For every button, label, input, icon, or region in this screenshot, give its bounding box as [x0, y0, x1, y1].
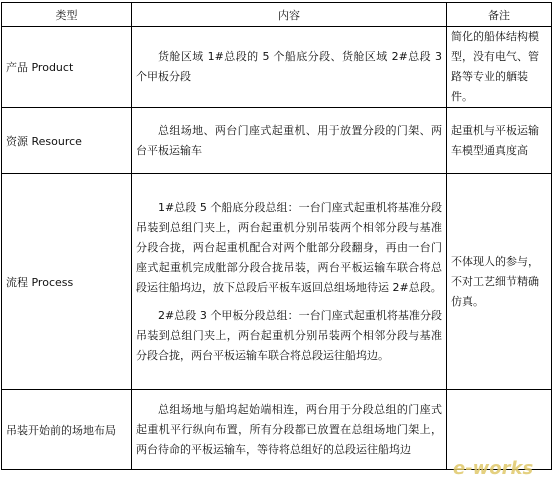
header-row	[2, 3, 552, 27]
row-type: 资源 Resource	[2, 108, 132, 174]
e-works-watermark-logo	[449, 454, 547, 480]
row-content	[132, 27, 447, 108]
table-row-process	[2, 174, 552, 390]
row-note: 不体现人的参与，不对工艺细节精确仿真。	[447, 174, 552, 390]
table-row-product	[2, 27, 552, 108]
row-content	[132, 174, 447, 390]
row-note: 简化的船体结构模型，没有电气、管路等专业的舾装件。	[447, 27, 552, 108]
header-type: 类型	[2, 3, 132, 27]
row-content	[132, 108, 447, 174]
watermark-text: e-works	[453, 458, 534, 479]
header-note: 备注	[447, 3, 552, 27]
table-row-resource	[2, 108, 552, 174]
content-paragraph: 1#总段 5 个船底分段总组：一台门座式起重机将基准分段吊装到总组门夹上，两台起重机分别吊装两个相邻分段与基准分段合拢，两台起重机配合对两个舭部分段翻身，再由一台门座式起重机完成舭部分段合拢吊装，两台平板运输车联合将总段运往船坞边，放下总段后平板车返回总组场地待运 2#总段。	[136, 200, 442, 294]
content-paragraph: 总组场地、两台门座式起重机、用于放置分段的门架、两台平板运输车	[136, 123, 442, 157]
row-type: 流程 Process	[2, 174, 132, 390]
row-type: 吊装开始前的场地布局	[2, 390, 132, 470]
content-paragraph: 货舱区域 1#总段的 5 个船底分段、货舱区域 2#总段 3 个甲板分段	[136, 50, 442, 83]
row-note: 起重机与平板运输车模型通真度高	[447, 108, 552, 174]
process-definition-table	[1, 2, 552, 470]
content-paragraph: 2#总段 3 个甲板分段总组：一台门座式起重机将基准分段吊装到总组门夹上，两台起重机分别吊装两个相邻分段与基准分段合拢，两台平板运输车联合将总段运往船坞边。	[136, 308, 442, 362]
row-type: 产品 Product	[2, 27, 132, 108]
content-paragraph: 总组场地与船坞起始端相连，两台用于分段总组的门座式起重机平行纵向布置，所有分段都已放置在总组场地门架上，两台待命的平板运输车，等待将总组好的总段运往船坞边	[136, 402, 442, 456]
header-content: 内容	[132, 3, 447, 27]
row-content	[132, 390, 447, 470]
